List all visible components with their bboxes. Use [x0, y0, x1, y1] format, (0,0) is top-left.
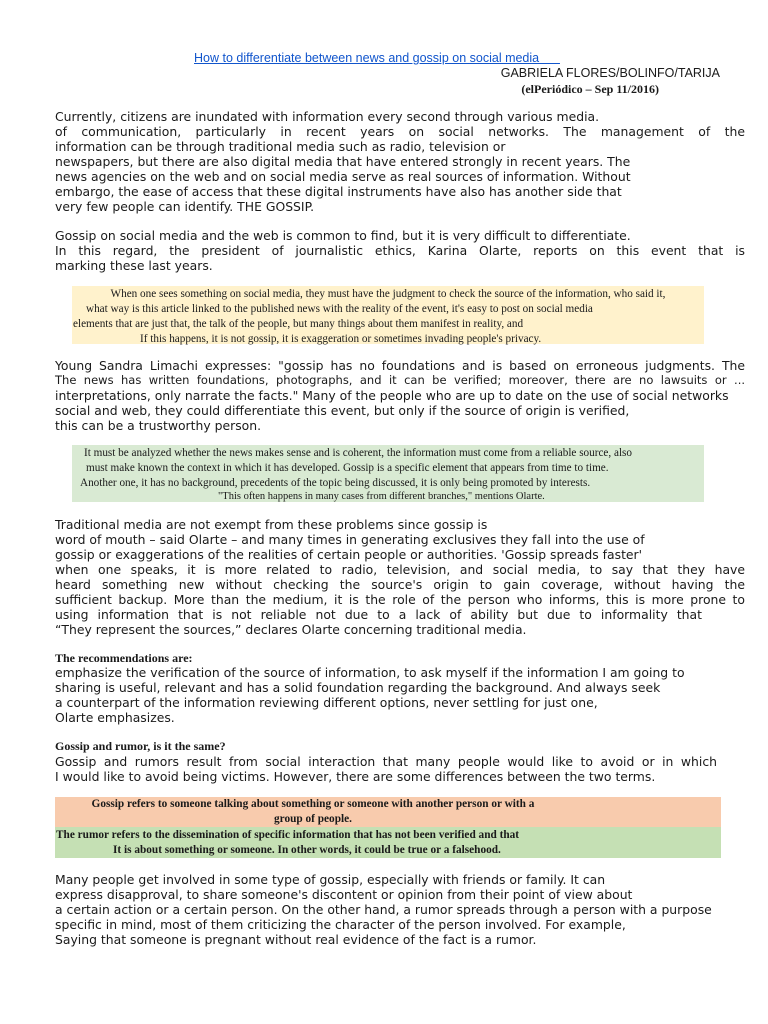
text-line: gossip or exaggerations of the realities of certain people or authorities. 'Gossip spreads faster': [55, 547, 643, 562]
definition-line: Gossip refers to someone talking about something or someone with another person or with a: [91, 798, 535, 810]
text-line: information can be through traditional media such as radio, television or: [55, 139, 506, 154]
definition-line: group of people.: [274, 813, 352, 825]
closing-paragraph: [55, 872, 745, 947]
text-line: The news has written foundations, photographs, and it can be verified; moreover, there are no lawsuits or ...: [55, 373, 745, 387]
text-line: Gossip and rumors result from social interaction that many people would like to avoid or in which: [55, 754, 717, 769]
limachi-paragraph: [55, 358, 745, 433]
text-line: using information that is not reliable not due to a lack of ability but due to informality that: [55, 607, 702, 622]
analysis-quote-box: [72, 445, 704, 502]
text-line: Young Sandra Limachi expresses: "gossip has no foundations and is based on erroneous judgments. The: [55, 358, 745, 373]
gossip-rumor-paragraph: [55, 754, 745, 784]
quote-line: If this happens, it is not gossip, it is exaggeration or sometimes invading people's privacy.: [140, 333, 542, 345]
text-line: sharing is useful, relevant and has a solid foundation regarding the background. And always seek: [55, 680, 661, 695]
text-line: social and web, they could differentiate this event, but only if the source of origin is verified,: [55, 403, 630, 418]
text-line: very few people can identify. THE GOSSIP.: [55, 199, 315, 214]
text-line: sufficient backup. More than the medium, it is the role of the person who informs, this is more prone to: [55, 592, 745, 607]
text-line: heard something new without checking the source's origin to gain coverage, without having the: [55, 577, 745, 592]
quote-line: When one sees something on social media, they must have the judgment to check the source of the information, who said it,: [110, 288, 666, 300]
article-title-link[interactable]: How to differentiate between news and gossip on social media: [194, 51, 560, 65]
text-line: emphasize the verification of the source of information, to ask myself if the information I am going to: [55, 665, 685, 680]
text-line: I would like to avoid being victims. However, there are some differences between the two terms.: [55, 769, 656, 784]
source-line: (elPeriódico – Sep 11/2016): [521, 82, 659, 96]
quote-line: must make known the context in which it has developed. Gossip is a specific element that appears from time to time.: [86, 462, 609, 474]
text-line: word of mouth – said Olarte – and many times in generating exclusives they fall into the use of: [55, 532, 645, 547]
quote-line: what way is this article linked to the published news with the reality of the event, it's easy to post on social media: [86, 303, 593, 315]
text-line: embargo, the ease of access that these digital instruments have also has another side that: [55, 184, 622, 199]
author-line: GABRIELA FLORES/BOLINFO/TARIJA: [500, 66, 720, 80]
text-line: newspapers, but there are also digital media that have entered strongly in recent years. The: [55, 154, 631, 169]
text-line: interpretations, only narrate the facts." Many of the people who are up to date on the use of social networks: [55, 388, 729, 403]
rumor-definition-box: [55, 827, 721, 858]
text-line: this can be a trustworthy person.: [55, 418, 262, 433]
text-line: specific in mind, most of them criticizing the character of the person involved. For example,: [55, 917, 626, 932]
text-line: marking these last years.: [55, 258, 213, 273]
traditional-media-paragraph: [55, 517, 745, 637]
recommendations-paragraph: [55, 665, 745, 725]
olarte-quote-box: [72, 286, 704, 344]
text-line: “They represent the sources,” declares Olarte concerning traditional media.: [55, 622, 527, 637]
text-line: Gossip on social media and the web is common to find, but it is very difficult to differentiate.: [55, 228, 631, 243]
text-line: news agencies on the web and on social media serve as real sources of information. Without: [55, 169, 631, 184]
text-line: In this regard, the president of journalistic ethics, Karina Olarte, reports on this event that is: [55, 243, 745, 258]
text-line: Many people get involved in some type of gossip, especially with friends or family. It can: [55, 872, 606, 887]
intro-paragraph: [55, 109, 745, 214]
gossip-intro-paragraph: [55, 228, 745, 273]
quote-line: Another one, it has no background, precedents of the topic being discussed, it is only being promoted by interests.: [80, 477, 591, 489]
definition-line: It is about something or someone. In other words, it could be true or a falsehood.: [113, 844, 501, 856]
text-line: a certain action or a certain person. On the other hand, a rumor spreads through a person with a purpose: [55, 902, 712, 917]
quote-line: elements that are just that, the talk of the people, but many things about them manifest in reality, and: [73, 318, 524, 330]
text-line: a counterpart of the information reviewing different options, never settling for just one,: [55, 695, 598, 710]
text-line: when one speaks, it is more related to radio, television, and social media, to say that they have: [55, 562, 745, 577]
quote-line: It must be analyzed whether the news makes sense and is coherent, the information must come from a reliable source, also: [84, 447, 633, 459]
text-line: Olarte emphasizes.: [55, 710, 175, 725]
text-line: express disapproval, to share someone's discontent or opinion from their point of view about: [55, 887, 633, 902]
quote-line: "This often happens in many cases from different branches," mentions Olarte.: [218, 491, 545, 502]
text-line: Currently, citizens are inundated with information every second through various media.: [55, 109, 600, 124]
text-line: Saying that someone is pregnant without real evidence of the fact is a rumor.: [55, 932, 537, 947]
text-line: of communication, particularly in recent years on social networks. The management of the: [55, 124, 745, 139]
gossip-definition-box: [55, 797, 721, 827]
text-line: Traditional media are not exempt from these problems since gossip is: [55, 517, 488, 532]
recommendations-heading: The recommendations are:: [55, 651, 193, 665]
gossip-rumor-heading: Gossip and rumor, is it the same?: [55, 739, 226, 753]
definition-line: The rumor refers to the dissemination of specific information that has not been verified and that: [56, 829, 520, 841]
